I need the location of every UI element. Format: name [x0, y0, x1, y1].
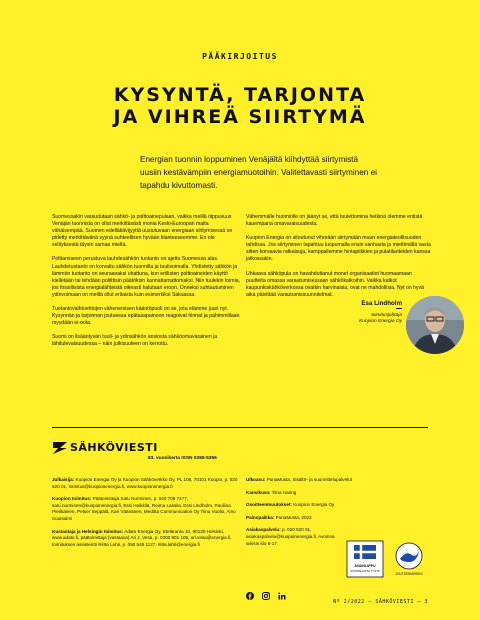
entry-text: Kuopion Energia Oy ja Kuopion Sähköverkko Oy, PL 105, 70101 Kuopio, p. 020 520 01, toimitus@kuopionenergia.fi, www.kuopionenergia.fi — [52, 477, 238, 489]
entry-text: p. 020 520 01, asiakaspalvelu@kuopionenergia.fi, Avoinna arkisin klo 8-17 — [246, 527, 335, 546]
author-title — [318, 313, 402, 325]
divider — [52, 427, 428, 428]
facebook-icon[interactable] — [246, 592, 254, 600]
badge-label: JOUTSENMERKKI — [395, 572, 423, 576]
author-photo — [406, 296, 464, 354]
issn-info: 83. vuosikerta ISSN 0355-5356 — [148, 456, 217, 461]
logo-text: SÄHKÖVIESTI — [70, 441, 158, 454]
entry-label: Julkaisija: — [52, 477, 75, 482]
paragraph: Tuotantovaihtoehtojen vähenemisen kääntöpuoli on se, jota elämme juuri nyt. Kysynnän ja tarjonnan joutuessa epätasapainoon reagoivat hinnat ja pahimmillaan myydään ei-oota. — [52, 306, 240, 327]
linkedin-icon[interactable] — [278, 592, 286, 600]
colophon-entry — [246, 527, 342, 547]
swan-eco-badge — [390, 540, 428, 578]
colophon-entry — [246, 515, 416, 522]
paragraph: Suomi on lisääntyvän tuuli- ja ydinsähkön ansiosta sähköomavarainen ja lähitulevaisuudessa – näin julkisuuteen on kerrottu. — [52, 334, 218, 348]
section-label: PÄÄKIRJOITUS — [202, 52, 278, 61]
author-dash — [396, 308, 402, 309]
body-column-2 — [246, 214, 432, 306]
title-line-1: KYSYNTÄ, TARJONTA — [113, 84, 367, 106]
entry-label: Kustantaja ja Helsingin toimitus: — [52, 528, 124, 534]
colophon-entry — [246, 502, 416, 509]
entry-label: Kansikuva: — [246, 489, 271, 495]
entry-text: Päätoimittaja Satu Nurminen, p. 040 709 7277, satu.nurminen@kuopionenergia.fi, Essi Heikkilä, Reima Lassila, Essi Lindholm, Pauliina Pietikäinen, Petser Seppälä, Kari Väänänen, Meditta Communication Oy Tiinu Vuolio, Aino Soutsalmi — [52, 496, 236, 521]
entry-text: PunaMusta, 2022 — [275, 514, 312, 520]
body-column-1 — [52, 214, 242, 356]
lead-paragraph: Energian tuonnin loppuminen Venäjältä kiihdyttää siirtymistä uusiin kestävämpiin energiamuotoihin. Valitettavasti siirtyminen ei tapahdu kivuttomasti. — [140, 155, 377, 190]
paragraph: Uhkaava sähköpula on havahduttanut monet organisaatiot huomaamaan puutteita omassa varautumisessaan sähkökatkoihin. Vaikka katkot kaupunkiskähköverkossa ovatkin harvinaisia, ovat ne mahdollisia. Nyt on hyvä aika päivittää varautumissuunnitelmat. — [246, 270, 425, 298]
author-name: Esa Lindholm — [361, 300, 402, 307]
article-title — [0, 84, 480, 128]
badge-label: AVAINLIPPU — [354, 564, 376, 568]
instagram-icon[interactable] — [262, 592, 270, 600]
colophon-left — [52, 477, 238, 554]
paragraph: Polttamiseen perustuva lauhdesähkön tuotanto on ajettu Suomessa alas. Lauhdetuotanto on korvattu sähkön tuonnilla ja tuulivoimalla. Yhdistetty sähkön ja lämmön tuotanto on seuraavaksi uhattuna, kun erillisten polttoaineiden käyttö kielletään tai tehdään poliittisin päätöksin kannattamattomaksi. Niin tuulekin toimia, jos fossiilisista energialähteistä oikeasti halutaan eroon. Onneksi suhtautuminen ydinvoimaan on meillä ollut erilaista kuin esimerkiksi Saksassa. — [52, 256, 241, 298]
portrait-image — [406, 296, 464, 354]
entry-label: Kuopion toimitus: — [52, 496, 92, 502]
entry-label: Ulkoasu: — [246, 477, 266, 482]
colophon-entry — [52, 529, 238, 549]
page-footer: Nº 2/2022 — SÄHKÖVIESTI — 3 — [333, 599, 428, 605]
entry-text: PunaMusta, Sisältö- ja suunnittelupalvelut — [266, 477, 352, 482]
colophon-entry — [52, 496, 238, 522]
paragraph: Suomessakin varaudutaan sähkö- ja polttoainepulaan, vaikka meillä riippuvuus Venäjän tuonnista on ollut merkittävästi monia Keski-Euroopan maita vähäisempää. Suomen edelläkävijyyttä uusiutuvaan energiaan siirtymisessä on pidetty merkittävänä syynä suhteellisen hyvään tilanteeseemme. En ole selityksestä täysin samaa mieltä. — [52, 214, 233, 249]
swan-label-icon — [390, 540, 428, 578]
entry-text: Kuopion Energia Oy — [293, 502, 335, 508]
colophon-entry — [246, 490, 416, 497]
paragraph: Kuopion Energia on sitoutunut vihreään siirtymään muun energiateollisuuden tahdissa. Jos siirtyminen tapahtuu luopumalla ensin vanhasta ja miettimällä vasta sitten korvaavia ratkaisuja, kamppailemme hintapiikkien ja pulatilanteiden kanssa jatkossakin. — [246, 235, 431, 263]
social-links — [246, 592, 286, 600]
entry-text: Tiina Haring — [271, 489, 297, 495]
key-flag-badge — [346, 540, 384, 578]
author-role: toimitusjohtaja — [371, 313, 402, 318]
title-line-2: JA VIHREÄ SIIRTYMÄ — [113, 106, 367, 128]
entry-label: Asiakaspalvelu: — [246, 527, 281, 533]
lightning-logo-icon — [52, 441, 68, 455]
author-company: Kuopion Energia Oy — [359, 319, 402, 324]
colophon-entry — [52, 477, 238, 490]
badge-sublabel: SUOMALAISTA TYÖTÄ — [350, 569, 380, 573]
entry-label: Painopaikka: — [246, 514, 275, 520]
entry-text: Adato Energia Oy, Eteläranta 10, 00130 Helsinki, www.adato.fi, päätoimittaja (vastaava) Ari J. Vesa, p. 0300 801 105, ari.vesa@energia.fi, toimituksen assistentti Riitta Lahti, p. 050 548 1127, riitta.lahti@energia.fi — [52, 528, 232, 547]
entry-label: Osoitteenmuutokset: — [246, 502, 292, 508]
colophon-entry — [246, 477, 416, 484]
paragraph: Vähemmälle huomiolle on jäänyt se, että tuulettomina hetkinä olemme entistä kauempana omavaraisuudesta. — [246, 214, 423, 228]
key-flag-icon — [346, 540, 384, 578]
